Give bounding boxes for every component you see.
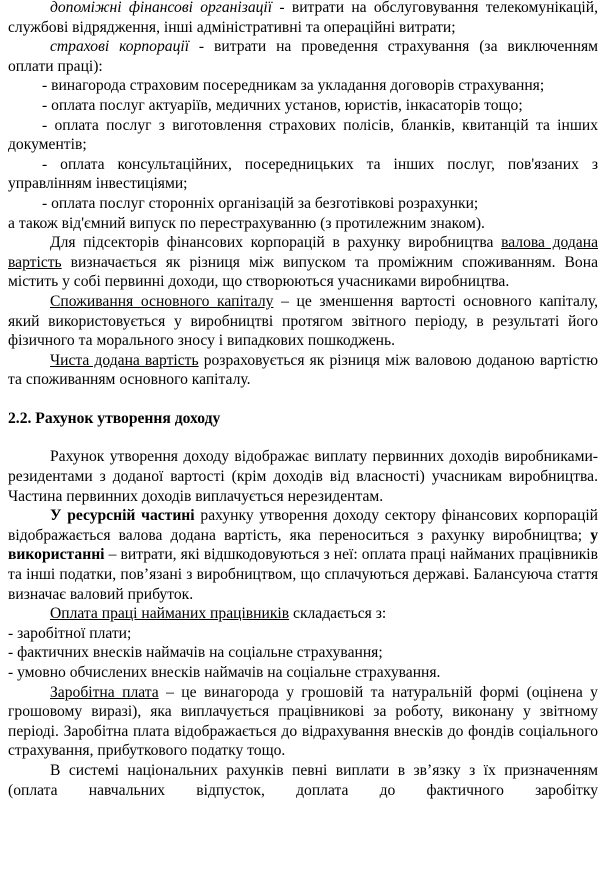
paragraph-last: В системі національних рахунків певні виплати в зв’язку з їх призначенням (оплата навчальних відпусток, доплата до фактичного заробітку [8,761,598,799]
list-item: - оплата послуг з виготовлення страхових полісів, бланків, квитанцій та інших документів; [8,116,598,154]
list-item: - оплата послуг актуаріїв, медичних установ, юристів, інкасаторів тощо; [42,96,523,114]
term-wages: Заробітна плата [50,683,159,701]
term-uses: у використанні [8,526,598,564]
paragraph-tail: а також від'ємний випуск по перестрахуванню (з протилежним знаком). [8,214,485,232]
term-resources: У ресурсній частині [50,507,195,525]
list-item: - фактичних внесків наймачів на соціальне страхування; [8,644,383,662]
term-gva: валова додана вартість [8,234,598,271]
term-nva: Чиста додана вартість [50,351,199,369]
paragraph-nva: Чиста додана вартість розраховується як різниця між валовою доданою вартістю та споживанням основного капіталу. [8,351,598,389]
list-item: - оплата послуг сторонніх організацій за безготівкові розрахунки; [42,194,479,212]
list-item: - заробітної плати; [8,624,132,642]
list-item: - оплата консультаційних, посередницьких та інших послуг, пов'язаних з управлінням інвестиціями; [8,155,598,193]
document-page [8,0,598,800]
section-heading: 2.2. Рахунок утворення доходу [8,409,221,427]
paragraph-wages: Заробітна плата – це винагорода у грошовій та натуральній формі (оцінена у грошовому виразі), яка виплачується працівникові за роботу, виконану у звітному періоді. Заробітна плата відображається до відрахування внесків до фондів соціального страхування, прибуткового податку тощо. [8,683,598,760]
list-item: - винагорода страховим посередникам за укладання договорів страхування; [42,77,545,95]
list-item: - умовно обчислених внесків наймачів на соціальне страхування. [8,664,441,681]
term-cfc: Споживання основного капіталу [50,292,274,310]
term-aux-financial: допоміжні фінансові організації [50,0,273,16]
paragraph-gva: Для підсекторів фінансових корпорацій в рахунку виробництва валова додана вартість визначається як різниця між випуском та проміжним споживанням. Вона містить у собі первинні доходи, що створюються учасниками виробництва. [8,234,598,291]
paragraph-intro: Рахунок утворення доходу відображає виплату первинних доходів виробниками-резидентами з доданої вартості (крім доходів від власності) учасникам виробництва. Частина первинних доходів виплачується нерезидентам. [8,448,598,505]
term-compensation: Оплата праці найманих працівників [50,605,290,623]
paragraph-compensation: Оплата праці найманих працівників складається з: [50,605,387,623]
paragraph-aux-financial: допоміжні фінансові організації - витрати на обслуговування телекомунікацій, службові відрядження, інші адміністративні та операційні витрати; [8,0,598,36]
term-insurance: страхові корпорації [50,38,190,56]
paragraph-resources: У ресурсній частині рахунку утворення доходу сектору фінансових корпорацій відображається валова додана вартість, яка переноситься з рахунку виробництва; у використанні – витрати, які відшкодовуються з неї: оплата праці найманих працівників та інші податки, пов’язані з виробництвом, що сплачуються державі. Балансуюча стаття визначає валовий прибуток. [8,507,598,603]
paragraph-cfc: Споживання основного капіталу – це зменшення вартості основного капіталу, який використовується у виробництві протягом звітного періоду, в результаті його фізичного та морального зносу і випадкових пошкоджень. [8,292,598,350]
paragraph-insurance: страхові корпорації - витрати на проведення страхування (за виключенням оплати праці): [8,38,598,75]
